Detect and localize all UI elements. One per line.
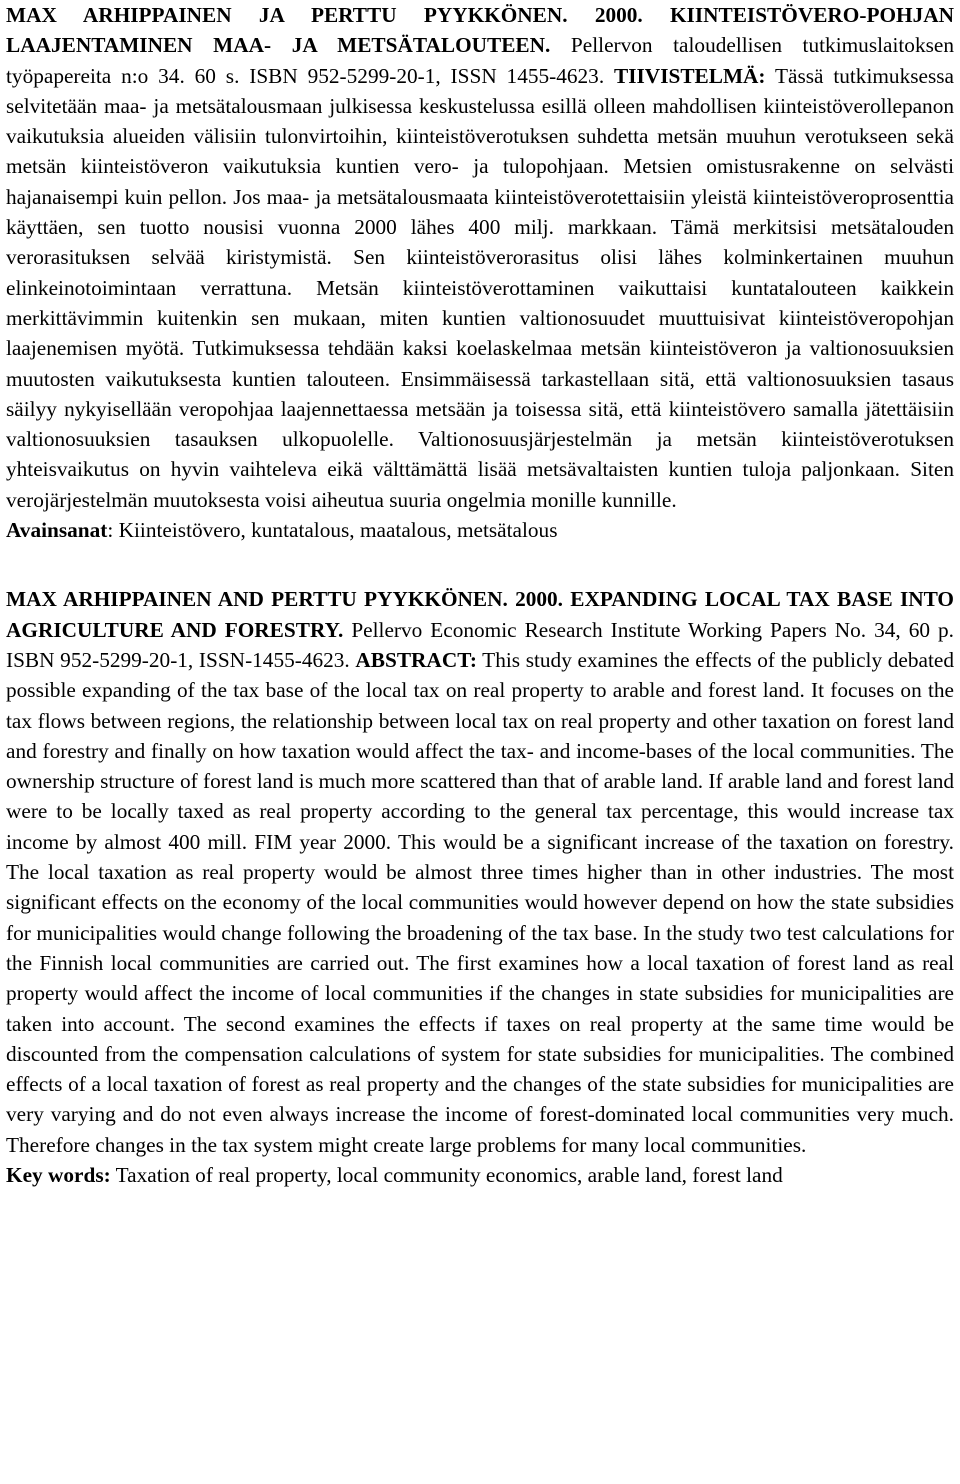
- section-gap: [6, 545, 954, 584]
- finnish-keywords-text: : Kiinteistövero, kuntatalous, maatalous, metsätalous: [107, 518, 558, 543]
- english-section: [6, 584, 954, 1190]
- english-keywords-label: Key words:: [6, 1162, 111, 1187]
- document-page: [6, 0, 954, 1190]
- english-citation-title: MAX ARHIPPAINEN AND PERTTU PYYKKÖNEN. 2000. EXPANDING LOCAL TAX BASE INTO AGRICULTURE AND FORESTRY.: [6, 587, 954, 642]
- english-keywords: [6, 1160, 954, 1190]
- finnish-citation-source: Pellervon taloudellisen tutkimuslaitoksen työpapereita n:o 34. 60 s. ISBN 952-5299-20-1, ISSN 1455-4623.: [6, 33, 954, 88]
- english-citation: [6, 584, 954, 1160]
- english-abstract-label: ABSTRACT:: [355, 647, 477, 672]
- finnish-citation-title: MAX ARHIPPAINEN JA PERTTU PYYKKÖNEN. 2000. KIINTEISTÖVERO-POHJAN LAAJENTAMINEN MAA- JA METSÄTALOUTEEN.: [6, 3, 954, 58]
- finnish-citation: [6, 0, 954, 515]
- finnish-abstract-label: TIIVISTELMÄ:: [614, 63, 766, 88]
- english-citation-source: Pellervo Economic Research Institute Working Papers No. 34, 60 p. ISBN 952-5299-20-1, ISSN-1455-4623.: [6, 617, 954, 672]
- english-abstract-text: This study examines the effects of the publicly debated possible expanding of the tax base of the local tax on real property to arable and forest land. It focuses on the tax flows between regions, the relationship between local tax on real property and other taxation on forest land and forestry and finally on how taxation would affect the tax- and income-bases of the local communities. The ownership structure of forest land is much more scattered than that of arable land. If arable land and forest land were to be locally taxed as real property according to the general tax percentage, this would increase tax income by almost 400 mill. FIM year 2000. This would be a significant increase of the taxation on forestry. The local taxation as real property would be almost three times higher than in other industries. The most significant effects on the economy of the local communities would however depend on how the state subsidies for municipalities would change following the broadening of the tax base. In the study two test calculations for the Finnish local communities are carried out. The first examines how a local taxation of forest land as real property would affect the income of local communities if the changes in state subsidies for municipalities are taken into account. The second examines the effects if taxes on real property at the same time would be discounted from the compensation calculations of system for state subsidies for municipalities. The combined effects of a local taxation of forest as real property and the changes of the state subsidies for municipalities are very varying and do not even always increase the income of forest-dominated local communities very much. Therefore changes in the tax system might create large problems for many local communities.: [6, 647, 954, 1157]
- finnish-keywords-label: Avainsanat: [6, 518, 108, 543]
- english-keywords-text: Taxation of real property, local community economics, arable land, forest land: [110, 1162, 783, 1187]
- finnish-section: [6, 0, 954, 545]
- finnish-abstract-text: Tässä tutkimuksessa selvitetään maa- ja metsätalousmaan julkisessa keskustelussa esillä olleen mahdollisen kiinteistöverollepanon vaikutuksia alueiden välisiin tulonvirtoihin, kiinteistöverotuksen suhdetta metsän muuhun verotukseen sekä metsän kiinteistöveron vaikutuksia kuntien vero- ja tulopohjaan. Metsien omistusrakenne on selvästi hajanaisempi kuin pellon. Jos maa- ja metsätalousmaata kiinteistöverotettaisiin yleistä kiinteistöveroprosenttia käyttäen, sen tuotto nousisi vuonna 2000 lähes 400 milj. markkaan. Tämä merkitsisi metsätalouden verorasituksen selvää kiristymistä. Sen kiinteistöverorasitus olisi lähes kolminkertainen muuhun elinkeinotoimintaan verrattuna. Metsän kiinteistöverottaminen vaikuttaisi kuntatalouteen kaikkein merkittävimmin kuitenkin sen mukaan, miten kuntien valtionosuudet muuttuisivat kiinteistöveropohjan laajenemisen myötä. Tutkimuksessa tehdään kaksi koelaskelmaa metsän kiinteistöveron ja valtionosuuksien muutosten vaikutuksesta kuntien talouteen. Ensimmäisessä tarkastellaan sitä, että valtionosuuksien tasaus säilyy nykyisellään veropohjaa laajennettaessa metsään ja toisessa sitä, että kiinteistövero samalla jätettäisiin valtionosuuksien tasauksen ulkopuolelle. Valtionosuusjärjestelmän ja metsän kiinteistöverotuksen yhteisvaikutus on hyvin vaihteleva eikä välttämättä lisää metsävaltaisten kuntien tuloja paljonkaan. Siten verojärjestelmän muutoksesta voisi aiheutua suuria ongelmia monille kunnille.: [6, 63, 954, 512]
- finnish-keywords: [6, 515, 954, 545]
